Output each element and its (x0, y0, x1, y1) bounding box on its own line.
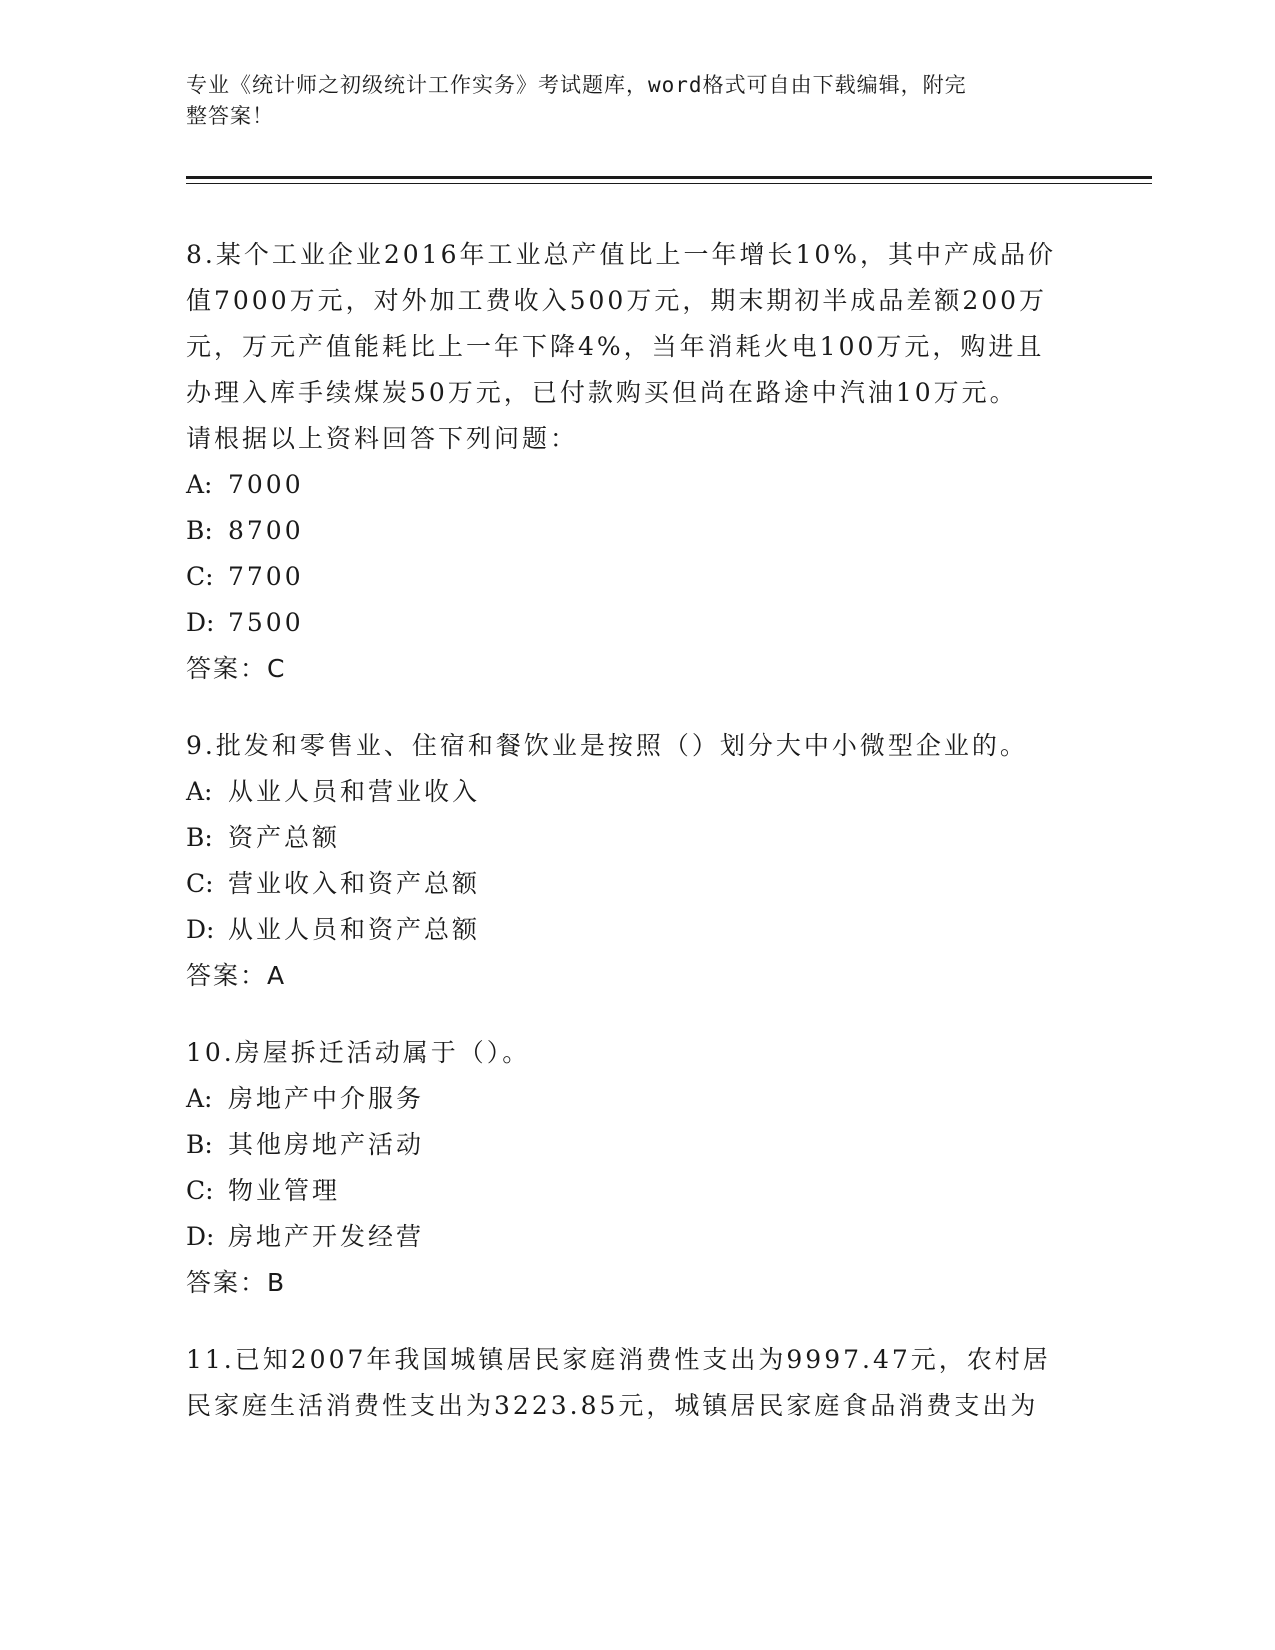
header-divider-thick (186, 176, 1152, 179)
question-stem-line: 值7000万元，对外加工费收入500万元，期末期初半成品差额200万 (186, 286, 1048, 315)
question-stem-line: 10.房屋拆迁活动属于（）。 (186, 1038, 531, 1067)
header-divider-thin (186, 183, 1152, 184)
option-text: 7500 (228, 608, 304, 637)
option-letter: A: (186, 777, 213, 806)
option-b (186, 815, 1076, 861)
question-list (186, 232, 1076, 1460)
option-c (186, 554, 1076, 600)
option-text: 8700 (228, 516, 304, 545)
option-text: 房地产中介服务 (228, 1084, 425, 1113)
option-letter: D: (186, 915, 215, 944)
answer-line: 答案：C (186, 654, 287, 683)
question-10 (186, 1030, 1076, 1306)
question-stem-line: 元，万元产值能耗比上一年下降4%，当年消耗火电100万元，购进且 (186, 332, 1045, 361)
question-9 (186, 723, 1076, 999)
option-text: 营业收入和资产总额 (228, 869, 481, 898)
question-11 (186, 1337, 1076, 1429)
answer-line: 答案：B (186, 1268, 287, 1297)
answer-line: 答案：A (186, 961, 287, 990)
option-letter: D: (186, 608, 215, 637)
option-text: 7000 (228, 470, 304, 499)
question-stem-line: 请根据以上资料回答下列问题： (186, 424, 579, 453)
option-text: 物业管理 (228, 1176, 341, 1205)
header-line-2: 整答案！ (186, 104, 274, 128)
option-letter: C: (186, 562, 214, 591)
option-text: 从业人员和资产总额 (228, 915, 481, 944)
option-d (186, 907, 1076, 953)
option-text: 从业人员和营业收入 (228, 777, 481, 806)
option-b (186, 508, 1076, 554)
question-stem-line: 民家庭生活消费性支出为3223.85元，城镇居民家庭食品消费支出为 (186, 1391, 1039, 1420)
option-c (186, 1168, 1076, 1214)
document-header (186, 70, 1066, 132)
option-letter: A: (186, 1084, 213, 1113)
option-d (186, 600, 1076, 646)
question-8 (186, 232, 1076, 692)
header-line-1: 专业《统计师之初级统计工作实务》考试题库，word格式可自由下载编辑，附完 (186, 73, 967, 97)
option-a (186, 769, 1076, 815)
option-letter: D: (186, 1222, 215, 1251)
option-b (186, 1122, 1076, 1168)
option-letter: B: (186, 1130, 213, 1159)
option-a (186, 462, 1076, 508)
question-stem-line: 办理入库手续煤炭50万元，已付款购买但尚在路途中汽油10万元。 (186, 378, 1018, 407)
option-d (186, 1214, 1076, 1260)
option-letter: A: (186, 470, 213, 499)
option-text: 房地产开发经营 (228, 1222, 425, 1251)
option-text: 7700 (228, 562, 304, 591)
question-stem-line: 11.已知2007年我国城镇居民家庭消费性支出为9997.47元，农村居 (186, 1345, 1051, 1374)
question-stem-line: 9.批发和零售业、住宿和餐饮业是按照（）划分大中小微型企业的。 (186, 731, 1028, 760)
option-letter: B: (186, 823, 213, 852)
question-stem-line: 8.某个工业企业2016年工业总产值比上一年增长10%，其中产成品价 (186, 240, 1057, 269)
option-a (186, 1076, 1076, 1122)
option-letter: B: (186, 516, 213, 545)
option-c (186, 861, 1076, 907)
option-text: 资产总额 (228, 823, 341, 852)
option-text: 其他房地产活动 (228, 1130, 425, 1159)
option-letter: C: (186, 1176, 214, 1205)
option-letter: C: (186, 869, 214, 898)
